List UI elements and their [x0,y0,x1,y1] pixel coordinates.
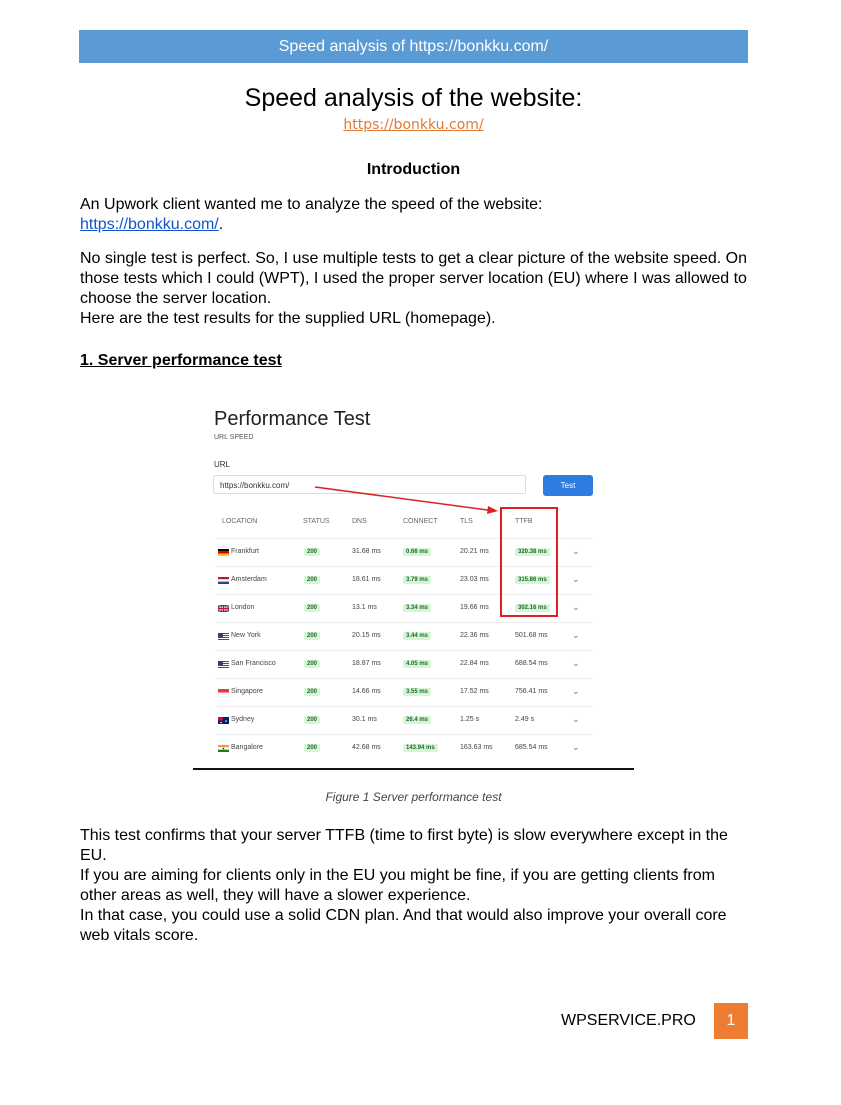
ttfb-cell: 315.86 ms [515,576,550,584]
conclusion-paragraph [80,826,752,946]
ttfb-cell: 302.16 ms [515,604,550,612]
dns-cell: 14.66 ms [352,688,381,695]
intro-text: An Upwork client wanted me to analyze the speed of the website: [80,196,543,213]
tls-cell: 23.03 ms [460,576,489,583]
chevron-down-icon[interactable]: ⌄ [572,658,580,668]
chevron-down-icon[interactable]: ⌄ [572,546,580,556]
header-status: STATUS [303,518,330,525]
header-dns: DNS [352,518,367,525]
connect-badge: 26.4 ms [403,716,431,724]
intro-paragraph-2 [80,249,752,329]
website-link[interactable]: https://bonkku.com/ [80,216,219,233]
header-tls: TLS [460,518,473,525]
status-badge: 200 [304,604,320,612]
ttfb-cell: 501.68 ms [515,632,548,639]
connect-badge: 3.55 ms [403,688,431,696]
dns-cell: 42.68 ms [352,744,381,751]
tls-cell: 19.66 ms [460,604,489,611]
chevron-down-icon[interactable]: ⌄ [572,742,580,752]
status-badge: 200 [304,576,320,584]
intro-paragraph-2-text: No single test is perfect. So, I use multiple tests to get a clear picture of the website speed. On those tests which I could (WPT), I used the proper server location (EU) where I was allowed to choose the server location. [80,250,748,307]
location-cell: Bangalore [231,744,263,751]
location-cell: San Francisco [231,660,276,667]
chevron-down-icon[interactable]: ⌄ [572,602,580,612]
location-cell: Sydney [231,716,255,723]
annotation-arrow [193,397,634,769]
ttfb-cell: 2.49 s [515,716,535,723]
status-badge: 200 [304,632,320,640]
tls-cell: 22.84 ms [460,660,489,667]
footer-brand: WPSERVICE.PRO [561,1012,696,1029]
url-input[interactable]: https://bonkku.com/ [213,475,526,494]
dns-cell: 18.87 ms [352,660,381,667]
dns-cell: 13.1 ms [352,604,377,611]
ttfb-cell: 688.54 ms [515,660,548,667]
location-cell: New York [231,632,261,639]
introduction-heading: Introduction [366,161,461,178]
dns-cell: 30.1 ms [352,716,377,723]
chevron-down-icon[interactable]: ⌄ [572,574,580,584]
dns-cell: 31.68 ms [352,548,381,555]
ttfb-highlight-box [500,507,558,617]
chevron-down-icon[interactable]: ⌄ [572,714,580,724]
ttfb-cell: 756.41 ms [515,688,548,695]
performance-test-subtitle: URL SPEED [214,434,254,441]
ttfb-cell: 685.54 ms [515,744,548,751]
status-badge: 200 [304,548,320,556]
conclusion-line-1: This test confirms that your server TTFB (time to first byte) is slow everywhere except in the EU. [80,827,728,864]
status-badge: 200 [304,660,320,668]
connect-badge: 0.66 ms [403,548,431,556]
connect-badge: 3.44 ms [403,632,431,640]
dns-cell: 18.61 ms [352,576,381,583]
test-button[interactable]: Test [543,475,593,496]
conclusion-line-2: If you are aiming for clients only in the EU you might be fine, if you are getting clients from other areas as well, they will have a slower experience. [80,867,715,904]
chevron-down-icon[interactable]: ⌄ [572,630,580,640]
conclusion-line-3: In that case, you could use a solid CDN plan. And that would also improve your overall core web vitals score. [80,907,727,944]
connect-badge: 143.94 ms [403,744,438,752]
figure-divider [193,768,634,770]
url-label: URL [214,460,231,469]
page-number: 1 [714,1003,748,1039]
performance-test-screenshot [193,397,634,769]
chevron-down-icon[interactable]: ⌄ [572,686,580,696]
header-connect: CONNECT [403,518,438,525]
page-header-banner: Speed analysis of https://bonkku.com/ [79,30,748,63]
location-cell: Singapore [231,688,263,695]
tls-cell: 20.21 ms [460,548,489,555]
status-badge: 200 [304,716,320,724]
location-cell: London [231,604,255,611]
status-badge: 200 [304,744,320,752]
header-ttfb: TTFB [515,518,533,525]
connect-badge: 4.05 ms [403,660,431,668]
intro-paragraph-1 [80,195,752,235]
figure-caption: Figure 1 Server performance test [325,790,502,804]
connect-badge: 3.34 ms [403,604,431,612]
ttfb-cell: 320.38 ms [515,548,550,556]
intro-paragraph-3-text: Here are the test results for the supplied URL (homepage). [80,310,496,327]
dns-cell: 20.15 ms [352,632,381,639]
status-badge: 200 [304,688,320,696]
period: . [218,216,224,233]
tls-cell: 1.25 s [460,716,480,723]
tls-cell: 22.36 ms [460,632,489,639]
document-title: Speed analysis of the website: [244,84,583,112]
tls-cell: 17.52 ms [460,688,489,695]
section-heading-server-performance: 1. Server performance test [80,352,282,369]
tls-cell: 163.63 ms [460,744,493,751]
connect-badge: 3.79 ms [403,576,431,584]
performance-test-title: Performance Test [214,408,371,430]
document-title-link[interactable]: https://bonkku.com/ [343,117,484,133]
location-cell: Amsterdam [231,576,267,583]
header-location: LOCATION [222,518,258,525]
location-cell: Frankfurt [231,548,260,555]
